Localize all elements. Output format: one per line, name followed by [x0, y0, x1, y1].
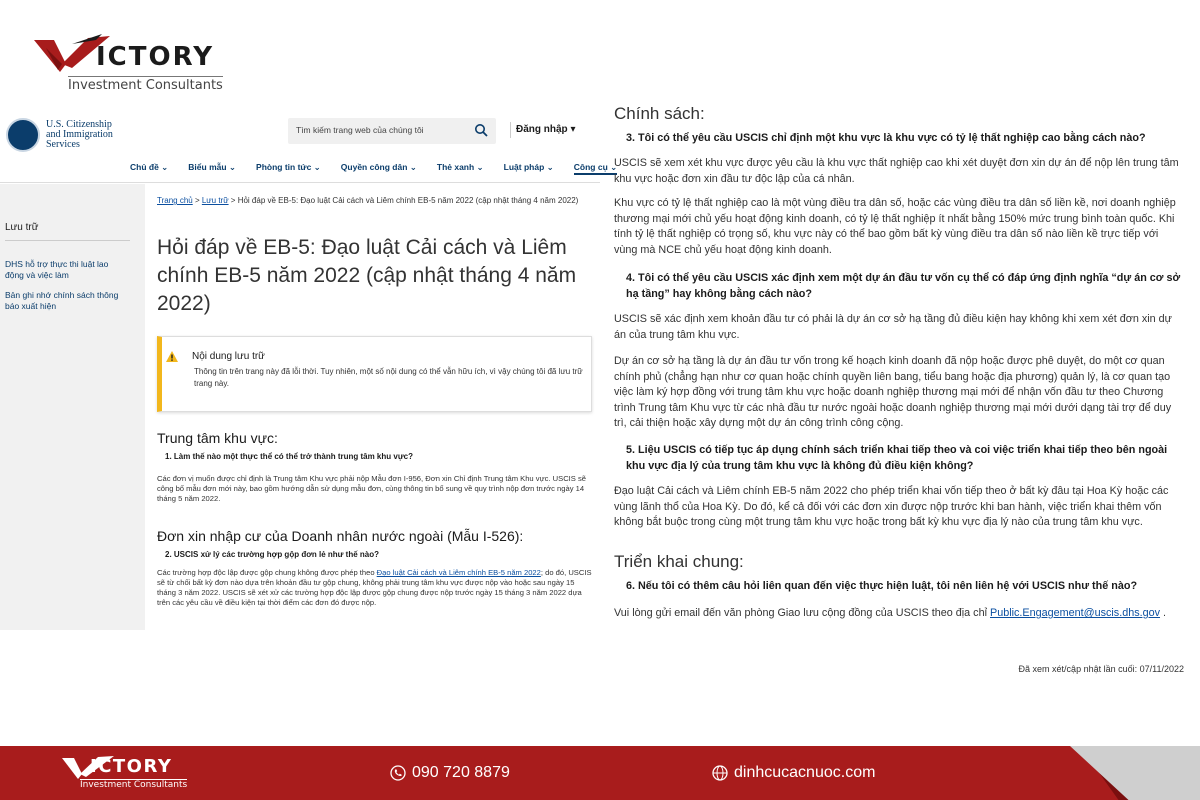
footer-website[interactable]: dinhcucacnuoc.com: [712, 764, 875, 782]
site-search-input[interactable]: [288, 118, 496, 144]
section-policy: Chính sách:: [614, 104, 705, 123]
nav-green-card[interactable]: Thẻ xanh ⌄: [436, 162, 484, 172]
search-icon[interactable]: [474, 123, 488, 137]
footer-grey-corner: [1070, 746, 1200, 800]
section-regional-center: Trung tâm khu vực:: [157, 430, 278, 446]
login-menu[interactable]: Đăng nhập ▾: [516, 124, 575, 135]
sidebar-divider: [5, 240, 130, 241]
eb5-act-link[interactable]: Đạo luật Cải cách và Liêm chính EB-5 năm 2022: [376, 568, 541, 577]
nav-tools[interactable]: Công cụ ⌄: [574, 162, 617, 175]
page-title: Hỏi đáp về EB-5: Đạo luật Cải cách và Liêm chính EB-5 năm 2022 (cập nhật tháng 4 năm 2022): [157, 236, 577, 315]
breadcrumb-home[interactable]: Trang chủ: [157, 196, 193, 205]
answer-1: Các đơn vị muốn được chỉ định là Trung tâm Khu vực phải nộp Mẫu đơn I-956, Đơn xin Chỉ định Trung tâm Khu vực. USCIS sẽ công bố mẫu đơn mới này, bao gồm hướng dẫn sử dụng mẫu đơn, cùng thông tin bổ sung về quy trình nộp đơn trước ngày 14 tháng 5 năm 2022.: [157, 474, 586, 503]
main-nav: [130, 162, 637, 175]
sidebar-link-dhs-labor[interactable]: DHS hỗ trợ thực thi luật lao động và việc làm: [5, 259, 109, 280]
brand-wordmark: ICTORY: [96, 42, 215, 72]
breadcrumb: Trang chủ > Lưu trữ > Hỏi đáp về EB-5: Đạo luật Cải cách và Liêm chính EB-5 năm 2022 (cập nhật tháng 4 năm 2022): [157, 196, 579, 205]
answer-6: Vui lòng gửi email đến văn phòng Giao lưu cộng đồng của USCIS theo địa chỉ Public.Engagement@uscis.dhs.gov .: [614, 607, 1167, 619]
nav-citizenship[interactable]: Quyền công dân ⌄: [340, 162, 417, 172]
last-reviewed: Đã xem xét/cập nhật lần cuối: 07/11/2022: [1018, 664, 1184, 674]
phone-icon: [390, 765, 406, 781]
question-3: 3. Tôi có thể yêu cầu USCIS chỉ định một khu vực là khu vực có tỷ lệ thất nghiệp cao bằng cách nào?: [626, 132, 1146, 144]
question-6: 6. Nếu tôi có thêm câu hỏi liên quan đến việc thực hiện luật, tôi nên liên hệ với USCIS như thế nào?: [626, 580, 1138, 592]
breadcrumb-archive[interactable]: Lưu trữ: [201, 196, 229, 205]
alert-body: Thông tin trên trang này đã lỗi thời. Tuy nhiên, một số nội dung có thể vẫn hữu ích, vì vậy chúng tôi đã lưu trữ trang này.: [194, 367, 583, 388]
question-2: 2. USCIS xử lý các trường hợp gộp đơn lẻ như thế nào?: [165, 550, 380, 559]
uscis-page-screenshot: [0, 110, 618, 630]
nav-laws[interactable]: Luật pháp ⌄: [503, 162, 554, 172]
breadcrumb-current: Hỏi đáp về EB-5: Đạo luật Cải cách và Liêm chính EB-5 năm 2022 (cập nhật tháng 4 năm 2022): [237, 196, 579, 205]
section-i526: Đơn xin nhập cư của Doanh nhân nước ngoài (Mẫu I-526):: [157, 528, 524, 544]
question-4: 4. Tôi có thể yêu cầu USCIS xác định xem một dự án đầu tư vốn cụ thể có đáp ứng định nghĩa “dự án cơ sở hạ tầng” hay không bằng cách nào?: [626, 272, 1181, 300]
archive-alert: [157, 336, 592, 412]
sidebar-link-policy-memo[interactable]: Bản ghi nhớ chính sách thông báo xuất hiện: [5, 290, 119, 311]
uscis-agency-name: U.S. Citizenship and Immigration Services: [46, 119, 113, 150]
footer-banner: [0, 746, 1200, 800]
sidebar-label: Lưu trữ: [5, 222, 39, 233]
footer-victory-logo: [60, 754, 200, 794]
nav-forms[interactable]: Biểu mẫu ⌄: [188, 162, 237, 172]
victory-logo: [32, 30, 242, 96]
public-engagement-email-link[interactable]: Public.Engagement@uscis.dhs.gov: [990, 607, 1161, 619]
answer-2: Các trường hợp độc lập được gộp chung không được phép theo Đạo luật Cải cách và Liêm chính EB-5 năm 2022; do đó, USCIS sẽ từ chối bất kỳ đơn nào dựa trên khoản đầu tư gộp chung, không phải trung tâm khu vực được nộp vào hoặc sau ngày 15 tháng 3 năm 2022. USCIS sẽ xét xử các trường hợp độc lập được gộp chung được nộp trước ngày 15 tháng 3 năm 2022 dựa trên các yêu cầu về điều kiện tại thời điểm các đơn đó được nộp.: [157, 568, 592, 607]
brand-tagline: Investment Consultants: [68, 78, 223, 93]
footer-tagline: Investment Consultants: [80, 780, 188, 790]
answer-4a: USCIS sẽ xác định xem khoản đầu tư có phải là dự án cơ sở hạ tầng đủ điều kiện hay không khi xem xét đơn xin dự án của trung tâm khu vực.: [614, 313, 1172, 341]
alert-title: Nội dung lưu trữ: [192, 351, 265, 362]
answer-3a: USCIS sẽ xem xét khu vực được yêu cầu là khu vực thất nghiệp cao khi xét duyệt đơn xin dự án để nộp lên trung tâm khu vực hoặc đơn xin đầu tư độc lập của cá nhân.: [614, 157, 1179, 185]
dhs-seal-icon: [6, 118, 40, 152]
nav-newsroom[interactable]: Phòng tin tức ⌄: [256, 162, 321, 172]
sidebar: [0, 184, 145, 630]
nav-divider: [0, 182, 600, 183]
login-divider: [510, 122, 511, 138]
globe-icon: [712, 765, 728, 781]
answer-3b: Khu vực có tỷ lệ thất nghiệp cao là một vùng điều tra dân số, hoặc các vùng điều tra dân số liền kề, nơi doanh nghiệp thương mại mới chủ yếu hoạt động kinh doanh, có tỷ lệ thất nghiệp ít nhất bằng 150% mức trung bình toàn quốc. Khi tính tỷ lệ thất nghiệp có trọng số, khu vực này có thể bao gồm bất kỳ vùng điều tra dân số nào liền kề trực tiếp với vùng mà NCE chủ yếu hoạt động kinh doanh.: [614, 197, 1176, 256]
search-placeholder: Tìm kiếm trang web của chúng tôi: [296, 125, 424, 135]
question-5: 5. Liệu USCIS có tiếp tục áp dụng chính sách triển khai tiếp theo và coi việc triển khai tiếp theo bên ngoài khu vực địa lý của trung tâm khu vực là không đủ điều kiện không?: [626, 444, 1168, 472]
question-1: 1. Làm thế nào một thực thể có thể trở thành trung tâm khu vực?: [165, 452, 413, 461]
section-general: Triển khai chung:: [614, 552, 744, 571]
answer-4b: Dự án cơ sở hạ tầng là dự án đầu tư vốn trong kế hoạch kinh doanh đã nộp hoặc được phê duyệt, do một cơ quan chính phủ (chẳng hạn như cơ quan hoặc chính quyền liên bang, tiểu bang hoặc địa phương) quản lý, là cơ quan tạo việc làm ký hợp đồng với trung tâm khu vực hoặc doanh nghiệp thương mại mới để nhận vốn đầu tư theo Chương trình Trung tâm Khu vực từ các nhà đầu tư nước ngoài hoặc doanh nghiệp thương mại mới dưới dạng tài trợ để duy trì, cải thiện hoặc xây dựng một dự án công trình công cộng.: [614, 355, 1172, 430]
answer-5: Đạo luật Cải cách và Liêm chính EB-5 năm 2022 cho phép triển khai vốn tiếp theo ở bất kỳ đâu tại Hoa Kỳ hoặc các vùng lãnh thổ của Hoa Kỳ. Do đó, kể cả đối với các đơn xin được nộp trước khi ban hành, việc triển khai thêm vốn không bắt buộc trong cùng một trung tâm khu vực hoặc trong bất kỳ khu vực địa lý nào của trung tâm khu vực.: [614, 485, 1169, 529]
nav-topics[interactable]: Chủ đề ⌄: [130, 162, 169, 172]
warning-icon: [166, 351, 178, 362]
footer-phone[interactable]: 090 720 8879: [390, 764, 510, 782]
footer-wordmark: ICTORY: [90, 756, 173, 777]
